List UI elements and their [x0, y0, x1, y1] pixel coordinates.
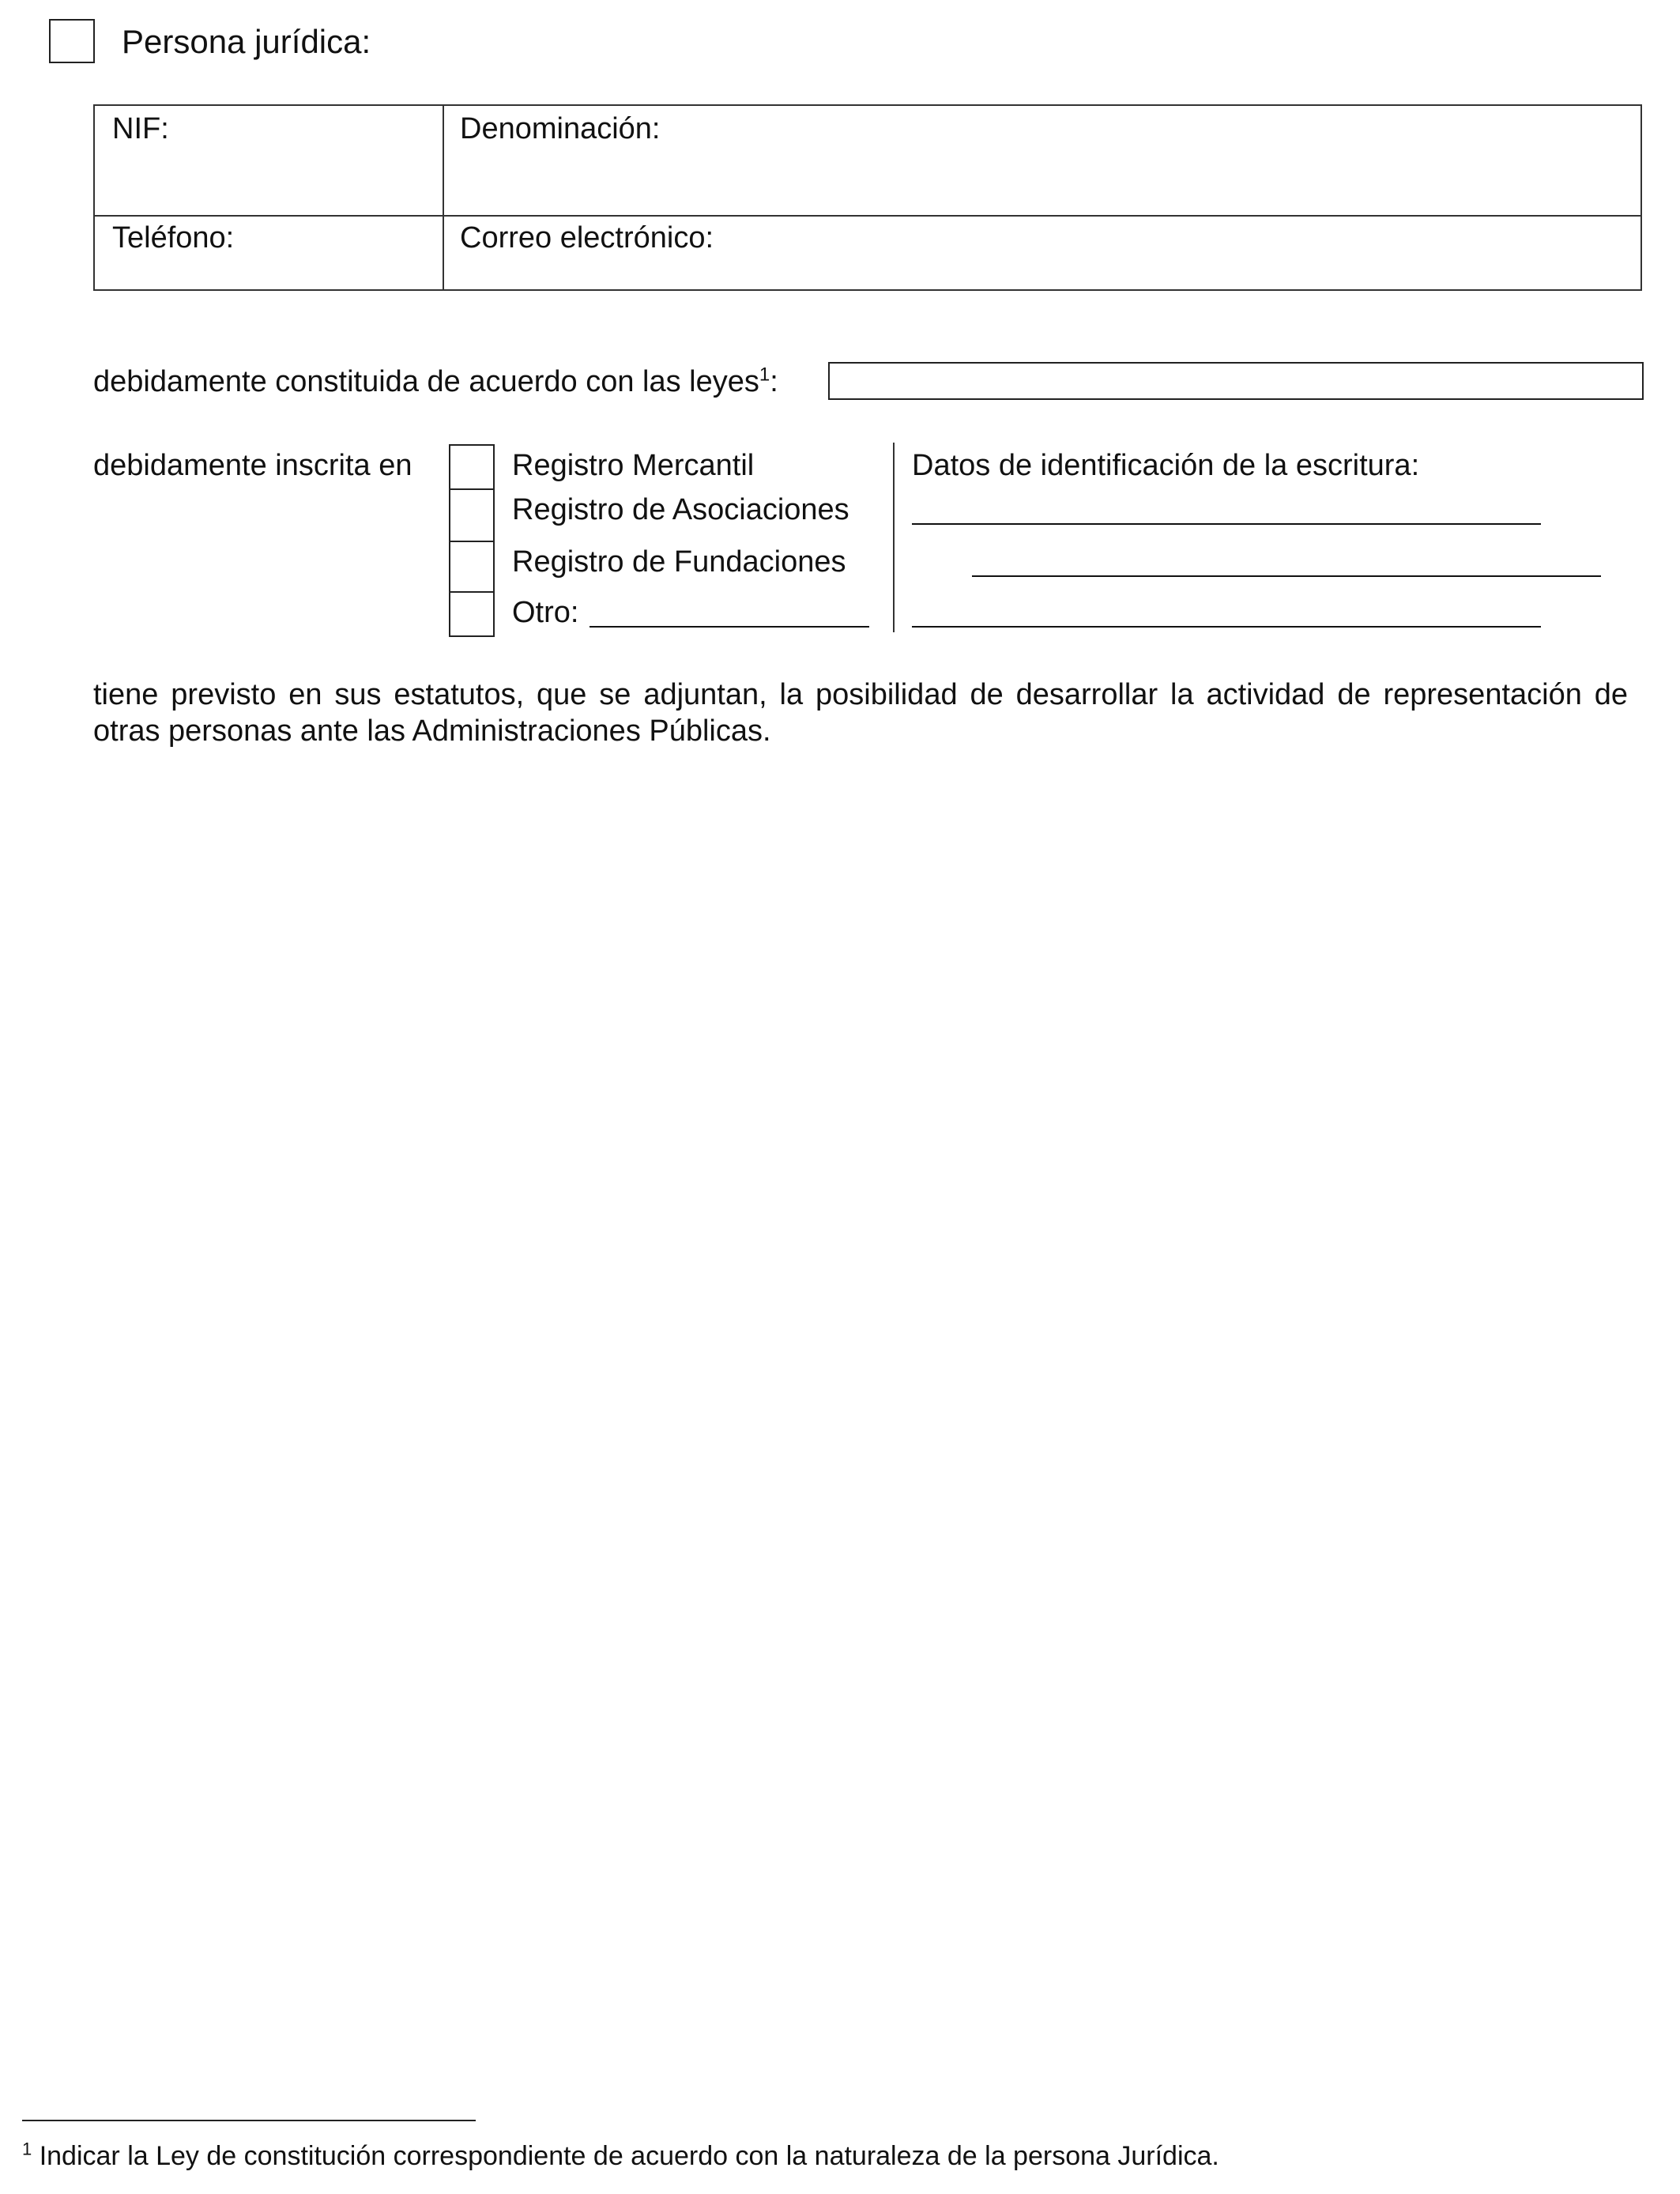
escritura-line-2 — [972, 575, 1601, 577]
registro-mercantil-label: Registro Mercantil — [512, 449, 755, 482]
persona-juridica-heading: Persona jurídica: — [122, 23, 371, 60]
correo-label: Correo electrónico: — [460, 221, 714, 254]
datos-identificacion-label: Datos de identificación de la escritura: — [912, 449, 1420, 482]
constituida-leyes-field[interactable] — [828, 362, 1644, 400]
footnote-reference: 1 — [759, 364, 770, 386]
escritura-line-3 — [912, 626, 1541, 628]
denominacion-field[interactable] — [444, 106, 1640, 215]
nif-label: NIF: — [112, 112, 169, 145]
otro-checkbox[interactable] — [449, 591, 495, 637]
footnote-text: Indicar la Ley de constitución correspondiente de acuerdo con la naturaleza de la persona Jurídica. — [39, 2141, 1219, 2171]
column-separator — [893, 443, 895, 632]
otro-label: Otro: — [512, 596, 579, 629]
telefono-field[interactable] — [95, 217, 443, 289]
footnote-separator — [22, 2120, 476, 2121]
escritura-line-2-input[interactable] — [972, 542, 1601, 575]
constituida-text: debidamente constituida de acuerdo con las leyes — [93, 365, 759, 398]
registro-asociaciones-checkbox[interactable] — [449, 488, 495, 542]
constituida-colon: : — [770, 365, 778, 398]
registro-mercantil-checkbox[interactable] — [449, 444, 495, 490]
registro-fundaciones-label: Registro de Fundaciones — [512, 545, 846, 579]
telefono-label: Teléfono: — [112, 221, 235, 254]
escritura-line-1-input[interactable] — [912, 490, 1541, 523]
constituida-label — [93, 364, 778, 398]
estatutos-paragraph: tiene previsto en sus estatutos, que se adjuntan, la posibilidad de desarrollar la actividad de representación de otras personas ante las Administraciones Públicas. — [93, 678, 1628, 748]
correo-field[interactable] — [444, 217, 1640, 289]
footnote — [22, 2140, 1219, 2173]
registro-fundaciones-checkbox[interactable] — [449, 541, 495, 593]
nif-field[interactable] — [95, 106, 443, 215]
registro-asociaciones-label: Registro de Asociaciones — [512, 493, 849, 526]
denominacion-label: Denominación: — [460, 112, 661, 145]
otro-underline — [590, 626, 869, 628]
inscrita-label: debidamente inscrita en — [93, 449, 412, 482]
identification-table — [93, 104, 1642, 291]
footnote-number: 1 — [22, 2139, 32, 2159]
persona-juridica-checkbox[interactable] — [49, 19, 95, 63]
escritura-line-1 — [912, 523, 1541, 525]
otro-input[interactable] — [590, 591, 869, 626]
escritura-line-3-input[interactable] — [912, 593, 1541, 626]
